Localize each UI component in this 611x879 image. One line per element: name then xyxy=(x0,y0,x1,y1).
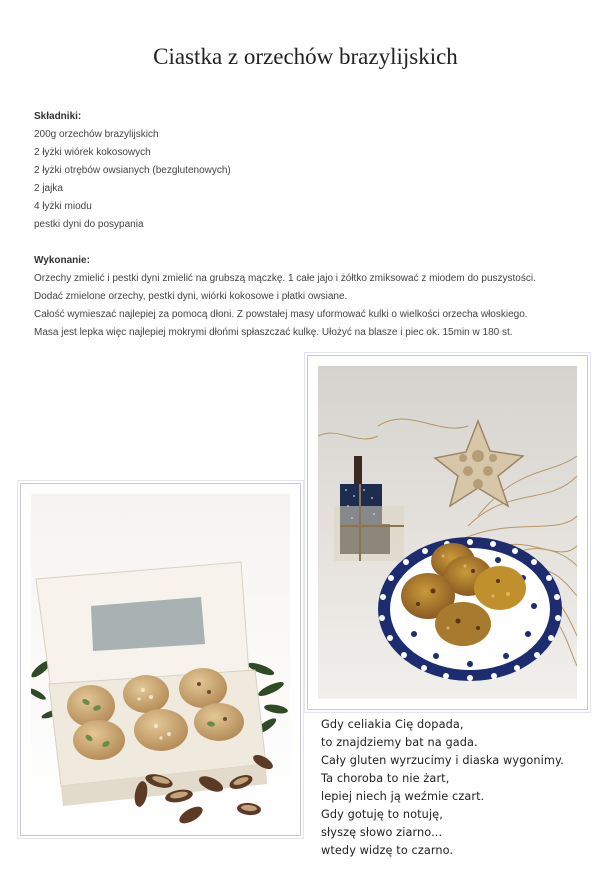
ingredients-heading: Składniki: xyxy=(34,111,82,122)
recipe-text xyxy=(34,108,594,342)
method-line: Masa jest lepka więc najlepiej mokrymi dłońmi spłaszczać kulkę. Ułożyć na blasze i piec ok. 15min w 180 st. xyxy=(34,327,513,338)
poem-line: słyszę słowo ziarno... xyxy=(321,826,443,839)
poem-line: Gdy gotuję to notuję, xyxy=(321,808,443,821)
cookies-plate-photo xyxy=(318,366,577,699)
ingredient-item: 2 łyżki otrębów owsianych (bezglutenowych) xyxy=(34,165,231,176)
photo-frame-plate xyxy=(307,355,588,710)
ingredient-item: 2 łyżki wiórek kokosowych xyxy=(34,147,151,158)
poem-line: Gdy celiakia Cię dopada, xyxy=(321,718,464,731)
method-line: Dodać zmielone orzechy, pestki dyni, wiórki kokosowe i płatki owsiane. xyxy=(34,291,348,302)
ingredient-item: 4 łyżki miodu xyxy=(34,201,92,212)
method-line: Całość wymieszać najlepiej za pomocą dłoni. Z powstałej masy uformować kulki o wielkości orzecha włoskiego. xyxy=(34,309,528,320)
ingredient-item: 200g orzechów brazylijskich xyxy=(34,129,159,140)
ingredient-item: pestki dyni do posypania xyxy=(34,219,144,230)
ingredient-item: 2 jajka xyxy=(34,183,63,194)
method-heading: Wykonanie: xyxy=(34,255,90,266)
method-line: Orzechy zmielić i pestki dyni zmielić na grubszą mączkę. 1 całe jajo i żółtko zmiksować z miodem do puszystości. xyxy=(34,273,536,284)
poem-line: Cały gluten wyrzucimy i diaska wygonimy. xyxy=(321,754,564,767)
poem-line: wtedy widzę to czarno. xyxy=(321,844,454,857)
cookies-box-photo xyxy=(31,494,290,825)
poem-line: lepiej niech ją weźmie czart. xyxy=(321,790,485,803)
recipe-title: Ciastka z orzechów brazylijskich xyxy=(153,44,458,69)
photo-frame-box xyxy=(20,483,301,836)
poem-line: Ta choroba to nie żart, xyxy=(321,772,450,785)
poem-line: to znajdziemy bat na gada. xyxy=(321,736,478,749)
poem xyxy=(321,716,606,860)
